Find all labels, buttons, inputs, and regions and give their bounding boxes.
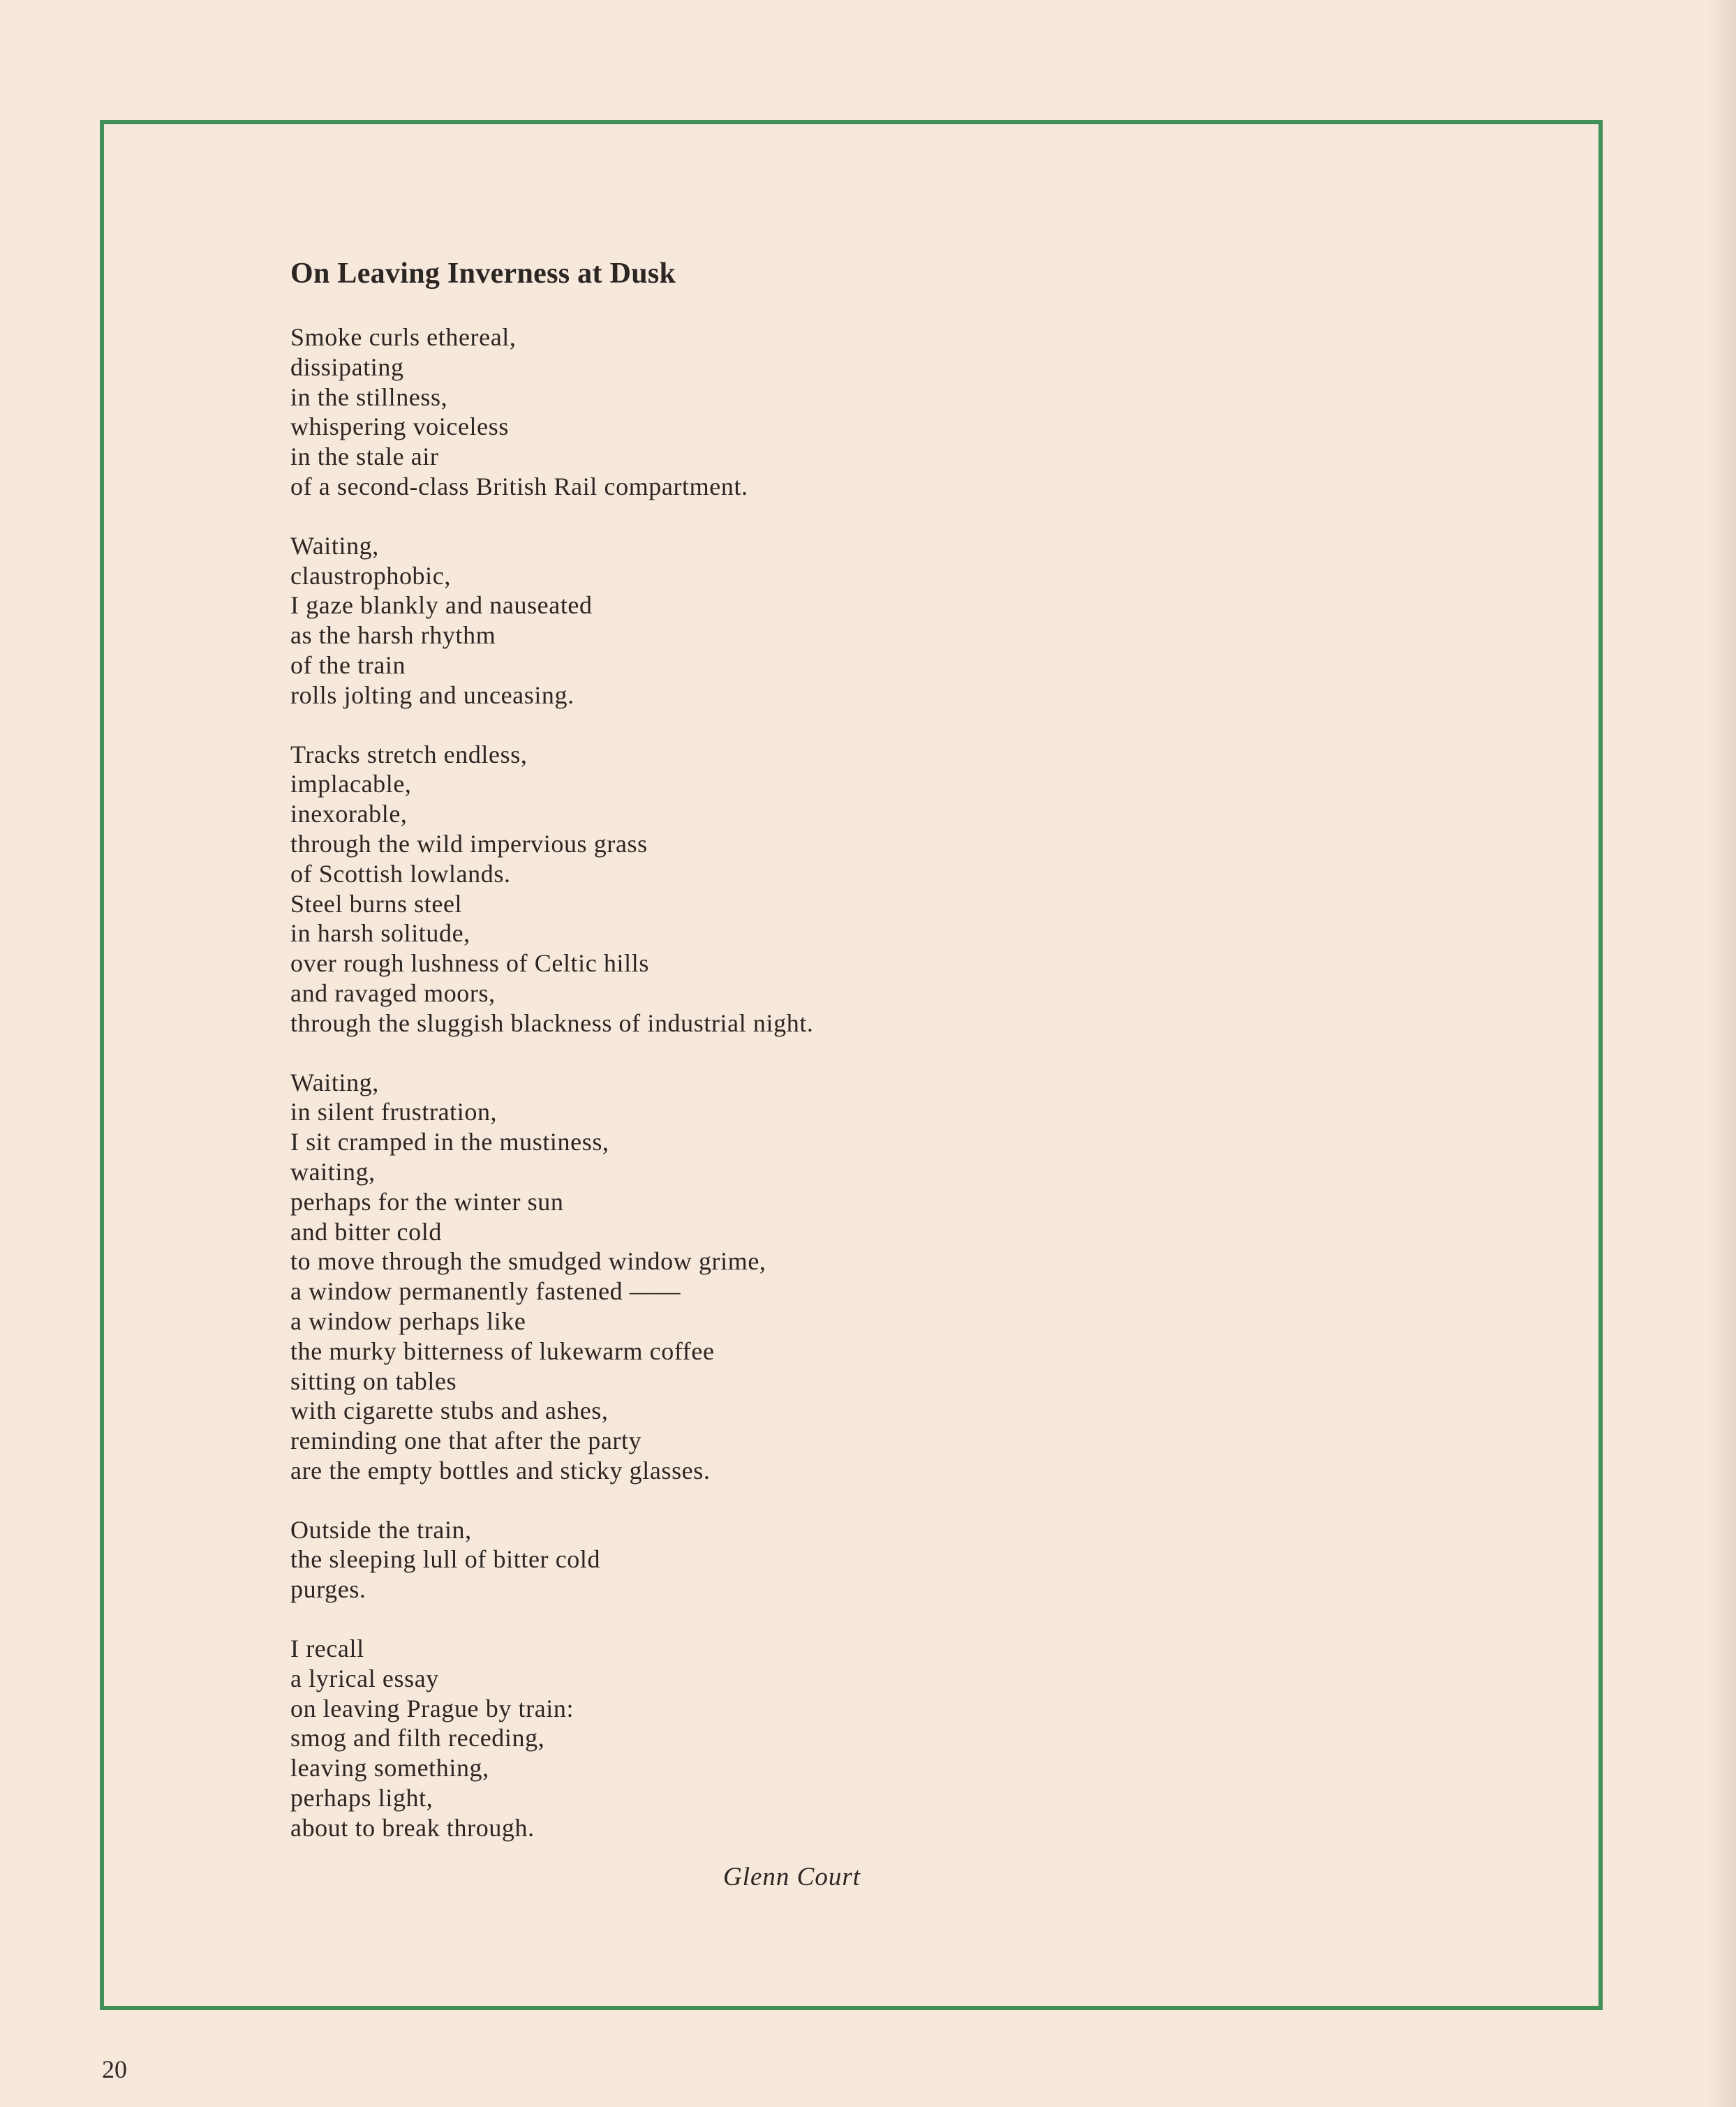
poem-line: and bitter cold: [290, 1217, 442, 1246]
poem-line: smog and filth receding,: [290, 1724, 545, 1752]
page-number: 20: [102, 2055, 127, 2083]
poem-line: Steel burns steel: [290, 889, 463, 918]
poem-line: to move through the smudged window grime,: [290, 1247, 766, 1276]
poem-line: about to break through.: [290, 1813, 535, 1842]
poem-stanza: [290, 740, 1337, 1038]
poem-line: I recall: [290, 1635, 364, 1663]
poem-line: claustrophobic,: [290, 561, 451, 590]
poem-line: rolls jolting and unceasing.: [290, 680, 574, 709]
poem-line: of a second-class British Rail compartment.: [290, 472, 748, 500]
poem-line: inexorable,: [290, 800, 408, 828]
poem-line: a window perhaps like: [290, 1306, 526, 1335]
poem-line: a window permanently fastened ——: [290, 1277, 681, 1306]
poem-stanza: [290, 1068, 1337, 1486]
poem-line: reminding one that after the party: [290, 1427, 642, 1455]
poem-stanza: [290, 1515, 1337, 1605]
poem-line: in the stillness,: [290, 382, 448, 411]
poem-line: in harsh solitude,: [290, 919, 470, 948]
poem-author: Glenn Court: [723, 1863, 861, 1891]
poem-line: purges.: [290, 1575, 366, 1604]
poem-line: of the train: [290, 650, 406, 679]
poem-line: as the harsh rhythm: [290, 621, 496, 650]
poem-line: of Scottish lowlands.: [290, 859, 511, 888]
poem-line: Outside the train,: [290, 1515, 472, 1544]
poem-stanza: [290, 1634, 1337, 1843]
poem-line: Waiting,: [290, 531, 379, 560]
poem-line: the murky bitterness of lukewarm coffee: [290, 1337, 715, 1365]
poem-line: leaving something,: [290, 1754, 489, 1782]
poem-line: in the stale air: [290, 442, 439, 471]
poem-line: over rough lushness of Celtic hills: [290, 949, 649, 978]
poem-stanzas: [290, 322, 1337, 1843]
poem-line: a lyrical essay: [290, 1664, 439, 1692]
poem-line: Waiting,: [290, 1068, 379, 1096]
poem-line: with cigarette stubs and ashes,: [290, 1397, 609, 1425]
poem-line: perhaps light,: [290, 1784, 433, 1812]
poem-line: waiting,: [290, 1157, 376, 1186]
poem-line: on leaving Prague by train:: [290, 1694, 574, 1722]
poem-line: the sleeping lull of bitter cold: [290, 1545, 601, 1574]
poem-stanza: [290, 322, 1337, 502]
poem-line: dissipating: [290, 352, 404, 381]
poem-line: Smoke curls ethereal,: [290, 323, 517, 351]
poem-line: I sit cramped in the mustiness,: [290, 1128, 609, 1156]
poem-line: whispering voiceless: [290, 412, 509, 441]
poem-line: in silent frustration,: [290, 1098, 498, 1126]
poem-line: through the wild impervious grass: [290, 829, 648, 858]
poem-line: implacable,: [290, 770, 412, 798]
poem-stanza: [290, 531, 1337, 710]
poem: [290, 251, 1337, 1873]
poem-line: are the empty bottles and sticky glasses.: [290, 1456, 711, 1484]
poem-line: through the sluggish blackness of industrial night.: [290, 1008, 814, 1037]
poem-line: and ravaged moors,: [290, 978, 496, 1007]
poem-line: I gaze blankly and nauseated: [290, 591, 593, 620]
poem-line: Tracks stretch endless,: [290, 740, 528, 768]
poem-title: On Leaving Inverness at Dusk: [290, 258, 676, 290]
page-edge-shadow: [1708, 0, 1736, 2107]
poem-line: perhaps for the winter sun: [290, 1187, 564, 1216]
poem-line: sitting on tables: [290, 1367, 457, 1395]
